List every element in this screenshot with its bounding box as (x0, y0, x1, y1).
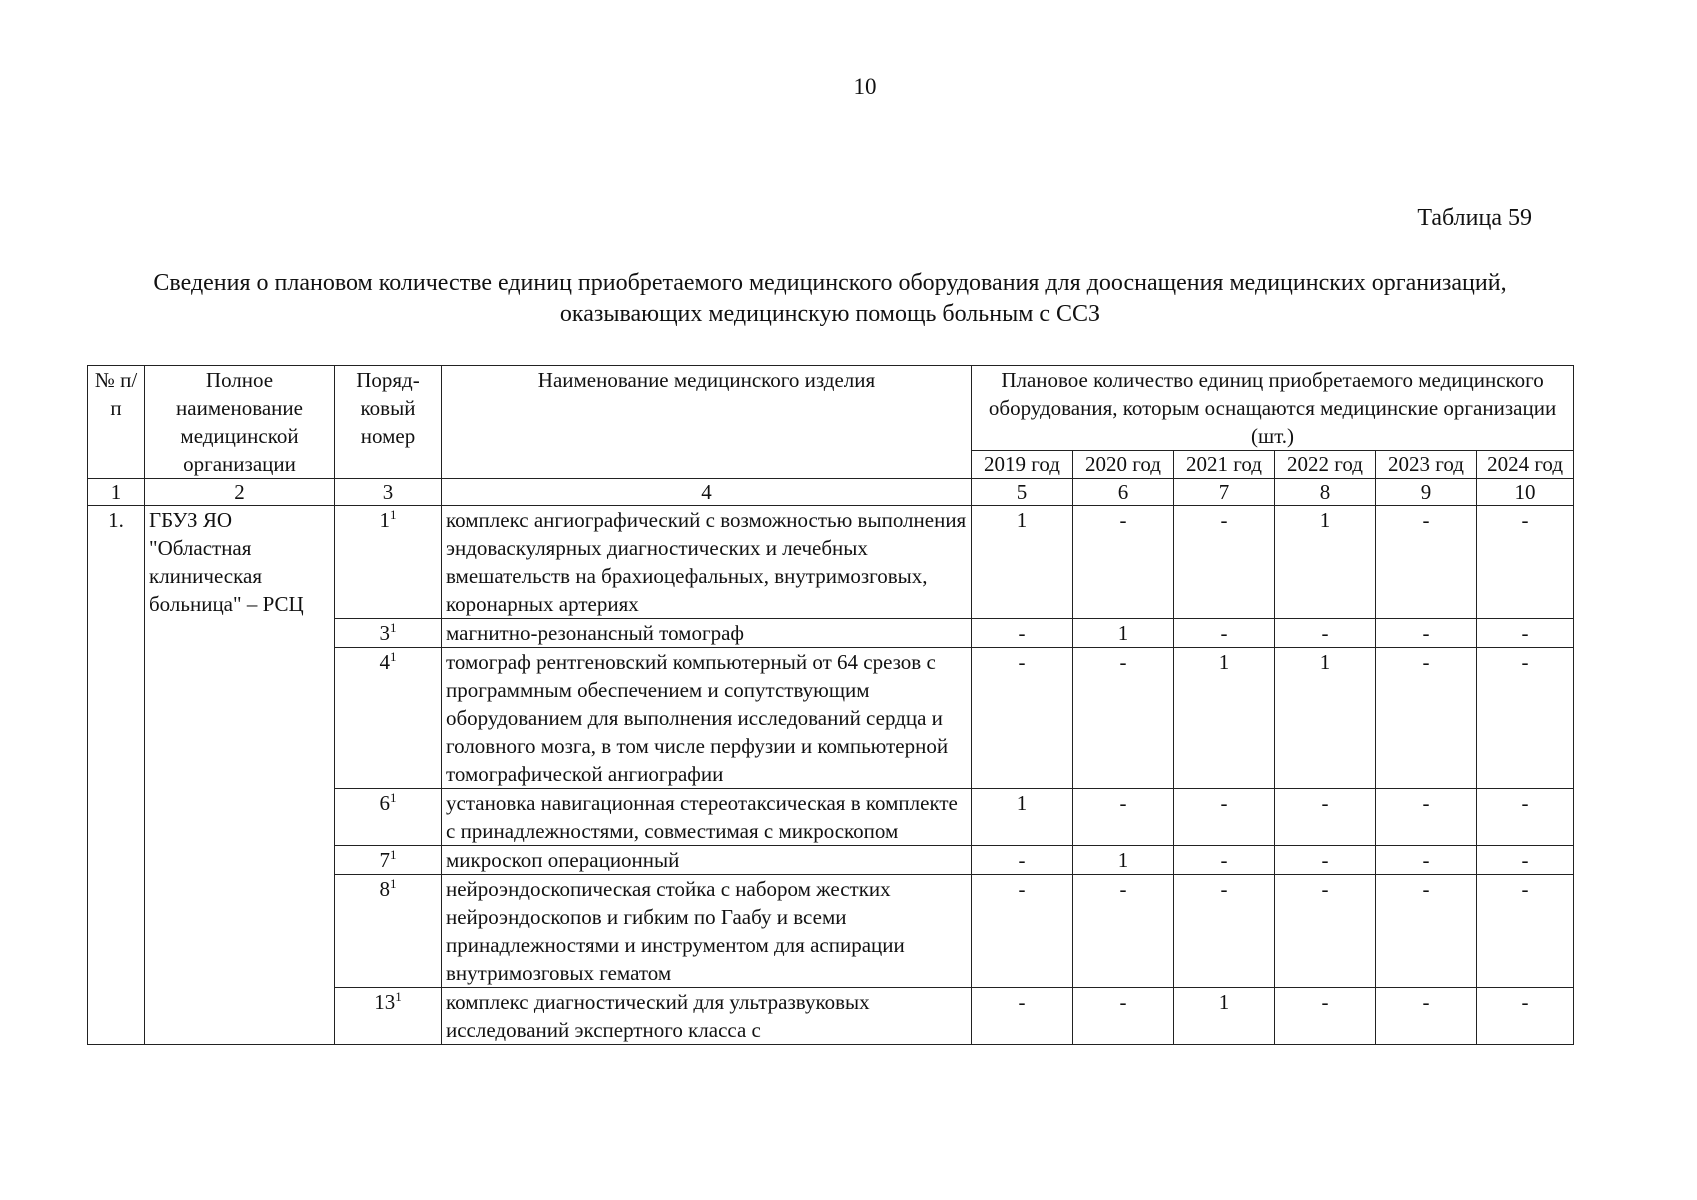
quantity-cell: - (1275, 988, 1376, 1045)
quantity-cell: - (1477, 846, 1574, 875)
quantity-cell: - (1174, 506, 1275, 619)
column-number: 2 (145, 479, 335, 506)
quantity-cell: - (1275, 619, 1376, 648)
quantity-cell: - (1073, 506, 1174, 619)
document-title: Сведения о плановом количестве единиц приобретаемого медицинского оборудования для дооснащения медицинских организаций, оказывающих медицинскую помощь больным с ССЗ (153, 270, 1507, 327)
quantity-cell: - (1174, 875, 1275, 988)
header-year: 2024 год (1477, 451, 1574, 479)
quantity-cell: - (1477, 619, 1574, 648)
quantity-cell: - (1275, 789, 1376, 846)
sequence-number-value: 3 (379, 621, 390, 645)
column-number-row (88, 479, 1574, 506)
header-year: 2023 год (1376, 451, 1477, 479)
quantity-cell: 1 (1073, 619, 1174, 648)
quantity-cell: - (1376, 619, 1477, 648)
quantity-cell: - (1174, 619, 1275, 648)
header-planned-quantity: Плановое количество единиц приобретаемого медицинского оборудования, которым оснащаются медицинские организации (шт.) (972, 366, 1574, 451)
quantity-cell: - (1174, 846, 1275, 875)
quantity-cell: - (1376, 988, 1477, 1045)
quantity-cell: - (1073, 648, 1174, 789)
quantity-cell: - (1376, 789, 1477, 846)
column-number: 6 (1073, 479, 1174, 506)
sequence-number (335, 506, 442, 619)
quantity-cell: - (1477, 648, 1574, 789)
quantity-cell: - (972, 619, 1073, 648)
sequence-number (335, 875, 442, 988)
header-device-name: Наименование медицинского изделия (442, 366, 972, 479)
quantity-cell: 1 (972, 506, 1073, 619)
sequence-number-value: 6 (379, 791, 390, 815)
quantity-cell: - (1477, 789, 1574, 846)
footnote-marker: 1 (390, 507, 397, 522)
sequence-number-value: 7 (379, 848, 390, 872)
quantity-cell: - (1174, 789, 1275, 846)
footnote-marker: 1 (395, 989, 402, 1004)
header-sequence-number: Поряд-ковый номер (335, 366, 442, 479)
quantity-cell: 1 (1174, 648, 1275, 789)
quantity-cell: - (972, 648, 1073, 789)
column-number: 7 (1174, 479, 1275, 506)
header-year: 2022 год (1275, 451, 1376, 479)
quantity-cell: - (1275, 875, 1376, 988)
sequence-number-value: 8 (379, 877, 390, 901)
sequence-number (335, 846, 442, 875)
header-organization: Полное наименование медицинской организации (145, 366, 335, 479)
header-row-top (88, 366, 1574, 451)
sequence-number-value: 13 (374, 990, 396, 1014)
column-number: 9 (1376, 479, 1477, 506)
footnote-marker: 1 (390, 790, 397, 805)
quantity-cell: 1 (1174, 988, 1275, 1045)
column-number: 10 (1477, 479, 1574, 506)
organization-name: ГБУЗ ЯО "Областная клиническая больница" – РСЦ (145, 506, 335, 1045)
quantity-cell: - (1477, 875, 1574, 988)
sequence-number (335, 648, 442, 789)
header-number: № п/п (88, 366, 145, 479)
quantity-cell: - (1477, 988, 1574, 1045)
sequence-number-value: 1 (379, 508, 390, 532)
sequence-number (335, 988, 442, 1045)
quantity-cell: - (1073, 789, 1174, 846)
column-number: 8 (1275, 479, 1376, 506)
device-name: нейроэндоскопическая стойка с набором жестких нейроэндоскопов и гибким по Гаабу и всеми принадлежностями и инструментом для аспирации внутримозговых гематом (442, 875, 972, 988)
sequence-number (335, 789, 442, 846)
column-number: 3 (335, 479, 442, 506)
footnote-marker: 1 (390, 649, 397, 664)
quantity-cell: - (1073, 988, 1174, 1045)
page-number: 10 (853, 74, 877, 99)
sequence-number-value: 4 (379, 650, 390, 674)
footnote-marker: 1 (390, 847, 397, 862)
device-name: томограф рентгеновский компьютерный от 64 срезов с программным обеспечением и сопутствующим оборудованием для выполнения исследований сердца и головного мозга, в том числе перфузии и компьютерной томографической ангиографии (442, 648, 972, 789)
column-number: 1 (88, 479, 145, 506)
table-row (88, 506, 1574, 619)
quantity-cell: - (972, 846, 1073, 875)
device-name: установка навигационная стереотаксическая в комплекте с принадлежностями, совместимая с микроскопом (442, 789, 972, 846)
quantity-cell: 1 (972, 789, 1073, 846)
quantity-cell: 1 (1275, 648, 1376, 789)
quantity-cell: - (1477, 506, 1574, 619)
quantity-cell: - (1376, 648, 1477, 789)
footnote-marker: 1 (390, 620, 397, 635)
device-name: комплекс диагностический для ультразвуковых исследований экспертного класса с (442, 988, 972, 1045)
header-year: 2019 год (972, 451, 1073, 479)
footnote-marker: 1 (390, 876, 397, 891)
device-name: микроскоп операционный (442, 846, 972, 875)
quantity-cell: 1 (1073, 846, 1174, 875)
quantity-cell: - (972, 875, 1073, 988)
header-year: 2020 год (1073, 451, 1174, 479)
device-name: магнитно-резонансный томограф (442, 619, 972, 648)
header-year: 2021 год (1174, 451, 1275, 479)
quantity-cell: 1 (1275, 506, 1376, 619)
sequence-number (335, 619, 442, 648)
equipment-table (87, 365, 1574, 1045)
quantity-cell: - (1376, 506, 1477, 619)
quantity-cell: - (1376, 846, 1477, 875)
quantity-cell: - (972, 988, 1073, 1045)
quantity-cell: - (1275, 846, 1376, 875)
column-number: 5 (972, 479, 1073, 506)
device-name: комплекс ангиографический с возможностью выполнения эндоваскулярных диагностических и лечебных вмешательств на брахиоцефальных, внутримозговых, коронарных артериях (442, 506, 972, 619)
quantity-cell: - (1073, 875, 1174, 988)
organization-number: 1. (88, 506, 145, 1045)
table-label: Таблица 59 (1417, 205, 1532, 231)
quantity-cell: - (1376, 875, 1477, 988)
column-number: 4 (442, 479, 972, 506)
